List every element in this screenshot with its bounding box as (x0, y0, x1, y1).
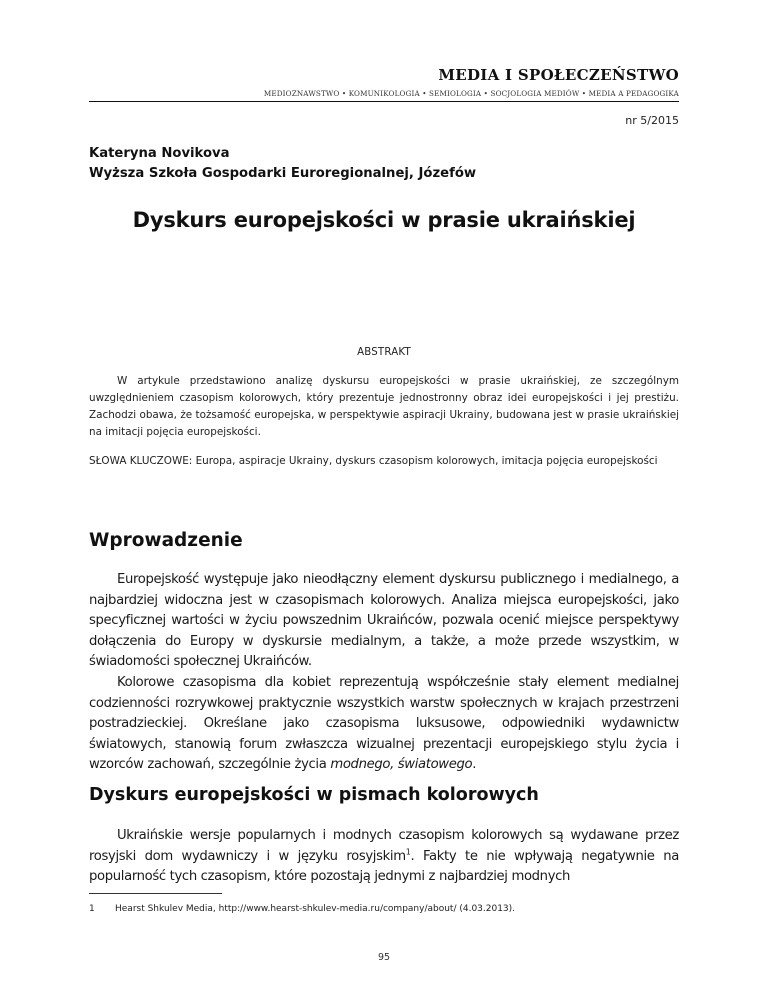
page-number: 95 (377, 952, 391, 963)
journal-subtitle: MEDIOZNAWSTWO • KOMUNIKOLOGIA • SEMIOLOGIA • SOCJOLOGIA MEDIÓW • MEDIA A PEDAGOGIKA (263, 89, 679, 98)
paragraph (89, 826, 679, 888)
paragraph-text: . Fakty te nie wpływają negatywnie na popularność tych czasopism, które pozostają jednymi z najbardziej modnych (89, 848, 679, 885)
paragraph-text: Kolorowe czasopisma dla kobiet reprezentują współcześnie stały element medialnej codzienności rozrywkowej praktycznie wszystkich warstw społecznych w krajach przestrzeni postradzieckiej. Określane jako czasopisma luksusowe, odpowiedniki wydawnictw światowych, stanowią forum zwłaszcza wizualnej prezentacji europejskiego stylu życia i wzorców zachowań, szczególnie życia (89, 674, 679, 773)
issue-number: nr 5/2015 (625, 114, 679, 127)
paragraph-end: . (472, 757, 477, 773)
paragraph (89, 673, 679, 776)
author-name: Kateryna Novikova (89, 146, 230, 161)
author-affiliation: Wyższa Szkoła Gospodarki Euroregionalnej, Józefów (89, 166, 477, 181)
paragraph-text: Ukraińskie wersje popularnych i modnych czasopism kolorowych są wydawane przez rosyjski dom wydawniczy i w języku rosyjskim (89, 828, 679, 864)
section-colour-magazines-body (89, 826, 679, 888)
keywords: SŁOWA KLUCZOWE: Europa, aspiracje Ukrainy, dyskurs czasopism kolorowych, imitacja pojęcia europejskości (89, 455, 658, 467)
section-heading-colour-magazines: Dyskurs europejskości w pismach kolorowych (89, 785, 539, 805)
header-divider (89, 101, 679, 102)
abstract-body: W artykule przedstawiono analizę dyskursu europejskości w prasie ukraińskiej, ze szczególnym uwzględnieniem czasopism kolorowych, który prezentuje jednostronny obraz idei europejskości i jej prestiżu. Zachodzi obawa, że tożsamość europejska, w perspektywie aspiracji Ukrainy, budowana jest w prasie ukraińskiej na imitacji pojęcia europejskości. (89, 375, 679, 438)
abstract-heading: ABSTRAKT (357, 347, 411, 358)
footnote-number: 1 (89, 904, 95, 914)
footnote-reference[interactable]: 1 (405, 847, 411, 857)
author-block (89, 144, 476, 184)
footnote-divider (89, 893, 222, 894)
footnote (89, 904, 515, 914)
section-heading-introduction: Wprowadzenie (89, 530, 243, 551)
paragraph: Europejskość występuje jako nieodłączny element dyskursu publicznego i medialnego, a najbardziej widoczna jest w czasopismach kolorowych. Analiza miejsca europejskości, jako specyficznej wartości w życiu powszednim Ukraińców, pozwala ocenić miejsce perspektywy dołączenia do Europy w dyskursie medialnym, a także, a może przede wszystkim, w świadomości społecznej Ukraińców. (89, 572, 679, 670)
emphasis-text: modnego, światowego (330, 757, 473, 773)
section-introduction-body (89, 570, 679, 776)
journal-title: MEDIA I SPOŁECZEŃSTWO (438, 66, 679, 84)
article-title: Dyskurs europejskości w prasie ukraińskiej (132, 208, 636, 232)
footnote-text: Hearst Shkulev Media, http://www.hearst-shkulev-media.ru/company/about/ (4.03.2013). (115, 904, 516, 914)
